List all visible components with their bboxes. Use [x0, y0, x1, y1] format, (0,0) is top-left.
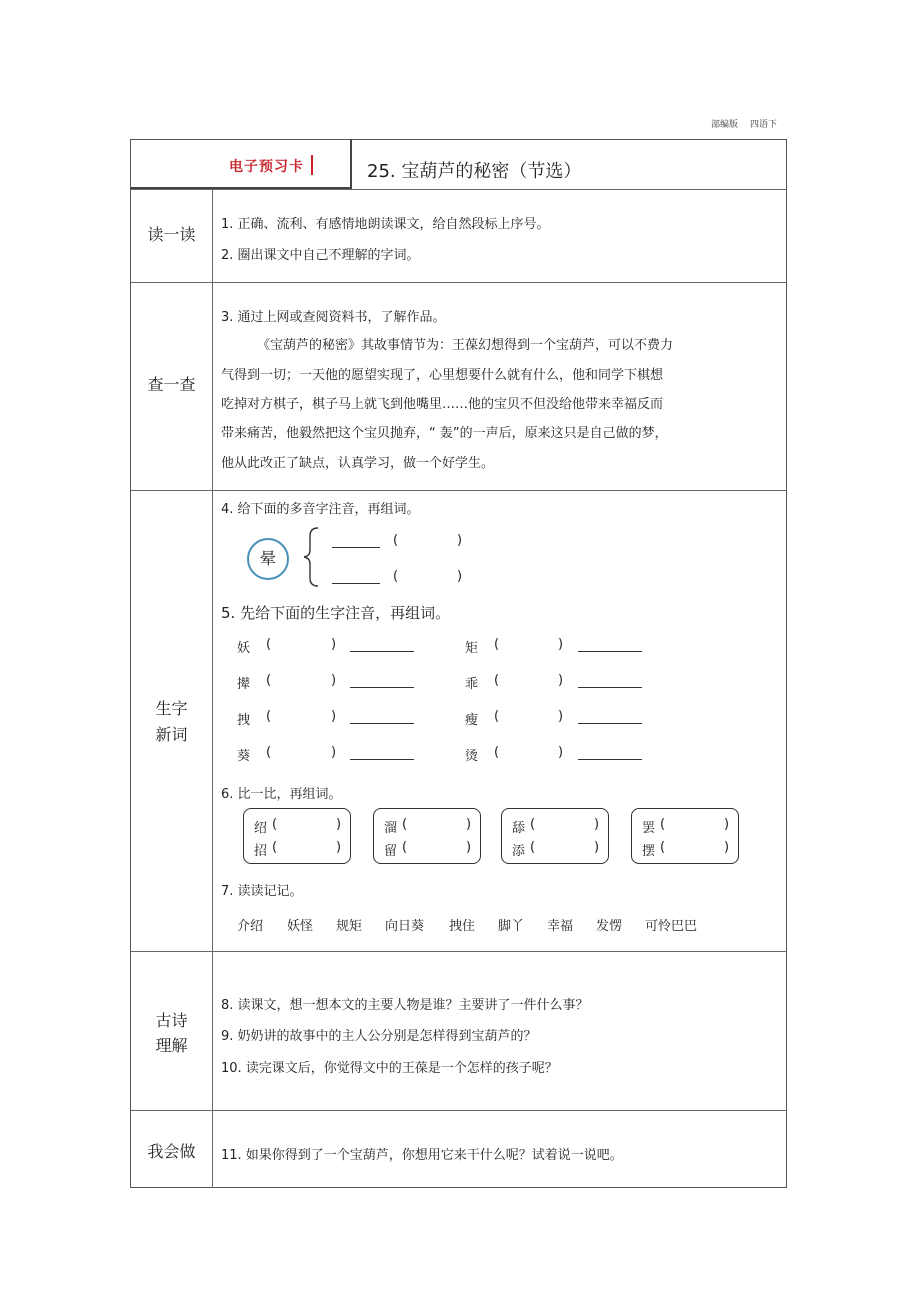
word-blank[interactable]	[578, 639, 642, 652]
row-divider	[131, 1110, 787, 1111]
char-row	[465, 637, 478, 656]
paren-close: )	[331, 745, 337, 760]
question-7: 7. 读读记记。	[221, 884, 303, 899]
summary-line: 吃掉对方棋子，棋子马上就飞到他嘴里……他的宝贝不但没给他带来幸福反而	[221, 397, 664, 412]
compare-char: 招	[254, 844, 268, 859]
char-right: 瘦	[465, 713, 479, 728]
char-row	[237, 745, 250, 764]
preview-card-stamp: 电子预习卡	[229, 159, 304, 175]
question-4: 4. 给下面的多音字注音，再组词。	[221, 502, 420, 517]
word-item: 向日葵	[385, 919, 425, 934]
paren-close: )	[724, 840, 730, 855]
char-right: 烫	[465, 749, 479, 764]
char-right: 矩	[465, 641, 479, 656]
word-blank[interactable]	[350, 639, 414, 652]
paren-open: (	[530, 817, 536, 832]
paren-open: (	[266, 673, 272, 688]
section-label-poem-2: 理解	[155, 1036, 188, 1055]
row-divider	[131, 189, 787, 190]
section-label-read: 读一读	[147, 225, 196, 244]
char-row	[237, 637, 250, 656]
paren-close: )	[558, 709, 564, 724]
compare-box	[501, 808, 609, 864]
compare-box	[373, 808, 481, 864]
paren-close: )	[558, 673, 564, 688]
word-blank[interactable]	[350, 747, 414, 760]
polyphone-circle	[247, 538, 289, 580]
paren-open: (	[266, 709, 272, 724]
compare-char: 舔	[512, 821, 526, 836]
paren-open: (	[402, 840, 408, 855]
page-title: 25. 宝葫芦的秘密（节选）	[367, 161, 582, 182]
paren-close: )	[594, 840, 600, 855]
question-8: 8. 读课文，想一想本文的主要人物是谁？主要讲了一件什么事？	[221, 998, 589, 1013]
question-11: 11. 如果你得到了一个宝葫芦，你想用它来干什么呢？试着说一说吧。	[221, 1148, 623, 1163]
char-row	[465, 673, 478, 692]
question-1: 1. 正确、流利、有感情地朗读课文，给自然段标上序号。	[221, 217, 550, 232]
paren-close: )	[724, 817, 730, 832]
paren-open: (	[494, 637, 500, 652]
row-divider	[131, 282, 787, 283]
paren-close: )	[558, 637, 564, 652]
section-label-do: 我会做	[147, 1142, 196, 1161]
word-item: 幸福	[547, 919, 574, 934]
paren-close: )	[331, 709, 337, 724]
paren-close: )	[466, 817, 472, 832]
compare-char: 溜	[384, 821, 398, 836]
word-item: 规矩	[336, 919, 363, 934]
paren-close: )	[466, 840, 472, 855]
word-blank[interactable]	[350, 675, 414, 688]
polyphone-char: 晕	[259, 549, 276, 568]
paren-open: (	[494, 673, 500, 688]
pinyin-blank[interactable]	[332, 571, 380, 584]
char-row	[237, 709, 250, 728]
pinyin-blank[interactable]	[332, 535, 380, 548]
summary-line: 《宝葫芦的秘密》其故事情节为：王葆幻想得到一个宝葫芦，可以不费力	[257, 338, 674, 353]
paren-open: (	[393, 569, 399, 584]
section-label-check: 查一查	[147, 375, 196, 394]
paren-close: )	[336, 840, 342, 855]
char-row	[465, 745, 478, 764]
edition-tag: 部编版	[711, 120, 739, 130]
paren-close: )	[331, 637, 337, 652]
question-2: 2. 圈出课文中自己不理解的字词。	[221, 248, 420, 263]
row-divider	[131, 490, 787, 491]
char-left: 撵	[237, 677, 251, 692]
paren-open: (	[660, 840, 666, 855]
word-blank[interactable]	[578, 747, 642, 760]
paren-open: (	[266, 745, 272, 760]
char-row	[465, 709, 478, 728]
word-item: 拽住	[449, 919, 476, 934]
section-label-vocab-1: 生字	[155, 699, 188, 718]
paren-close: )	[457, 533, 463, 548]
question-5: 5. 先给下面的生字注音，再组词。	[221, 604, 451, 622]
paren-open: (	[402, 817, 408, 832]
question-10: 10. 读完课文后，你觉得文中的王葆是一个怎样的孩子呢？	[221, 1061, 558, 1076]
grade-tag: 四语下	[750, 120, 778, 130]
question-3: 3. 通过上网或查阅资料书，了解作品。	[221, 310, 446, 325]
row-divider	[131, 951, 787, 952]
char-row	[237, 673, 250, 692]
compare-char: 绍	[254, 821, 268, 836]
word-item: 脚丫	[498, 919, 525, 934]
brace-icon	[302, 526, 320, 588]
char-left: 葵	[237, 749, 251, 764]
paren-open: (	[660, 817, 666, 832]
word-item: 妖怪	[287, 919, 314, 934]
question-9: 9. 奶奶讲的故事中的主人公分别是怎样得到宝葫芦的？	[221, 1029, 537, 1044]
compare-char: 添	[512, 844, 526, 859]
paren-open: (	[393, 533, 399, 548]
compare-box	[631, 808, 739, 864]
stamp-bar	[311, 155, 313, 175]
paren-close: )	[331, 673, 337, 688]
paren-open: (	[530, 840, 536, 855]
word-blank[interactable]	[578, 675, 642, 688]
paren-open: (	[494, 745, 500, 760]
word-item: 介绍	[237, 919, 264, 934]
paren-close: )	[457, 569, 463, 584]
summary-line: 带来痛苦，他毅然把这个宝贝抛弃，“ 轰”的一声后，原来这只是自己做的梦，	[221, 426, 668, 441]
column-divider	[212, 189, 213, 1188]
char-right: 乖	[465, 677, 479, 692]
paren-close: )	[336, 817, 342, 832]
word-blank[interactable]	[350, 711, 414, 724]
compare-char: 留	[384, 844, 398, 859]
summary-line: 他从此改正了缺点，认真学习，做一个好学生。	[221, 456, 495, 471]
paren-close: )	[558, 745, 564, 760]
paren-open: (	[266, 637, 272, 652]
compare-box	[243, 808, 351, 864]
paren-close: )	[594, 817, 600, 832]
paren-open: (	[494, 709, 500, 724]
section-label-vocab-2: 新词	[155, 725, 188, 744]
word-blank[interactable]	[578, 711, 642, 724]
char-left: 妖	[237, 641, 251, 656]
compare-char: 摆	[642, 844, 656, 859]
char-left: 拽	[237, 713, 251, 728]
paren-open: (	[272, 840, 278, 855]
word-item: 发愣	[596, 919, 623, 934]
compare-char: 罢	[642, 821, 656, 836]
question-6: 6. 比一比，再组词。	[221, 787, 342, 802]
paren-open: (	[272, 817, 278, 832]
word-item: 可怜巴巴	[645, 919, 698, 934]
summary-line: 气得到一切；一天他的愿望实现了，心里想要什么就有什么，他和同学下棋想	[221, 368, 664, 383]
section-label-poem-1: 古诗	[155, 1011, 188, 1030]
